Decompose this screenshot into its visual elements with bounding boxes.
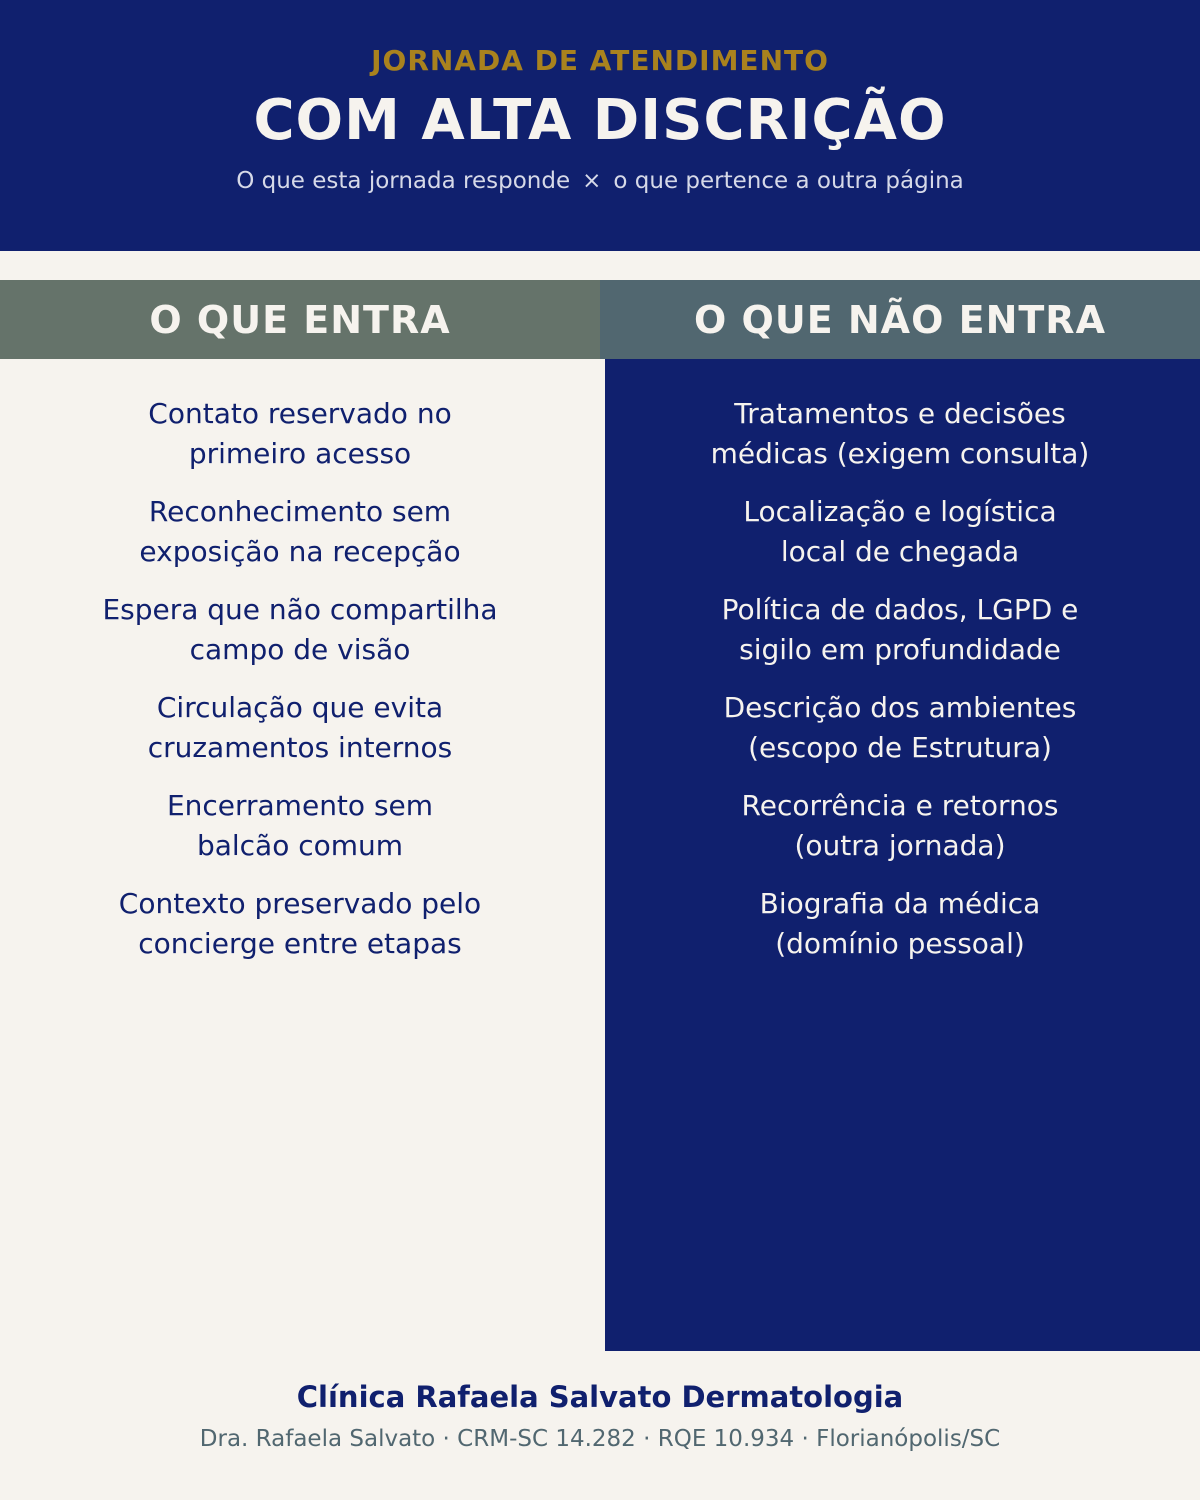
list-item: Reconhecimento sem exposição na recepção bbox=[139, 495, 461, 568]
subtitle-left: O que esta jornada responde bbox=[236, 168, 571, 194]
column-heading-excluded: O QUE NÃO ENTRA bbox=[600, 280, 1200, 359]
subtitle-right: o que pertence a outra página bbox=[613, 168, 964, 194]
excluded-list bbox=[600, 394, 1200, 982]
list-item: Tratamentos e decisões médicas (exigem consulta) bbox=[710, 397, 1090, 470]
doctor-credentials: Dra. Rafaela Salvato · CRM-SC 14.282 · RQE 10.934 · Florianópolis/SC bbox=[199, 1426, 1001, 1452]
list-item: Contato reservado no primeiro acesso bbox=[148, 397, 452, 470]
list-item: Espera que não compartilha campo de visão bbox=[102, 593, 498, 666]
subtitle bbox=[0, 168, 1200, 194]
column-heading-included: O QUE ENTRA bbox=[0, 280, 600, 359]
list-item: Contexto preservado pelo concierge entre etapas bbox=[118, 887, 482, 960]
list-item: Encerramento sem balcão comum bbox=[166, 789, 434, 862]
page-title: COM ALTA DISCRIÇÃO bbox=[253, 88, 947, 153]
list-item: Circulação que evita cruzamentos internos bbox=[147, 691, 453, 764]
list-item: Política de dados, LGPD e sigilo em profundidade bbox=[721, 593, 1079, 666]
list-item: Biografia da médica (domínio pessoal) bbox=[759, 887, 1041, 960]
eyebrow-label: JORNADA DE ATENDIMENTO bbox=[371, 44, 829, 77]
clinic-name: Clínica Rafaela Salvato Dermatologia bbox=[296, 1380, 904, 1414]
list-item: Descrição dos ambientes (escopo de Estrutura) bbox=[723, 691, 1077, 764]
list-item: Recorrência e retornos (outra jornada) bbox=[741, 789, 1059, 862]
subtitle-separator: × bbox=[582, 168, 602, 194]
included-list bbox=[0, 394, 600, 982]
list-item: Localização e logística local de chegada bbox=[743, 495, 1057, 568]
header-banner bbox=[0, 0, 1200, 251]
